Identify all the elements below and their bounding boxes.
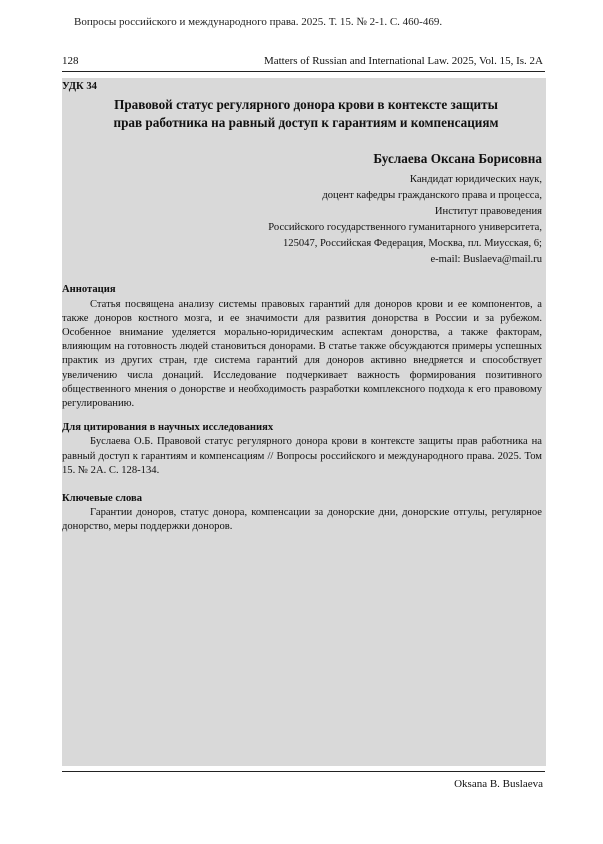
header-rule [62,71,545,72]
footer-author-english: Oksana B. Buslaeva [454,778,543,790]
keywords-heading: Ключевые слова [62,493,143,505]
abstract-text: Статья посвящена анализу системы правовых гарантий для доноров крови и ее компонентов, а также доноров костного мозга, и ее значимости для развития донорства в России и за рубежом. Особенное внимание уделяется морально-юридическим аспектам донорства, а также факторам, влияющим на готовность людей становиться донорами. В статье также обсуждаются примеры успешных практик из других стран, где система гарантий для доноров активно внедряется и способствует увеличению числа донаций. Исследование подчеркивает важность формирования позитивного общественного мнения о донорстве и необходимость разработки комплексного подхода к его правовому регулированию. [62,298,542,410]
journal-english-title: Matters of Russian and International Law. 2025, Vol. 15, Is. 2A [263,55,543,67]
citation-text: Буслаева О.Б. Правовой статус регулярного донора крови в контексте защиты прав работника на равный доступ к гарантиям и компенсациям // Вопросы российского и международного права. 2025. Том 15. № 2А. С. 128-134. [62,436,542,476]
affiliation-line: доцент кафедры гражданского права и процесса, [322,190,542,202]
article-title-line-1: Правовой статус регулярного донора крови в контексте защиты [114,97,498,113]
affiliation-line: Кандидат юридических наук, [409,174,542,186]
author-name: Буслаева Оксана Борисовна [373,151,542,167]
affiliation-line: 125047, Российская Федерация, Москва, пл. Миусская, 6; [282,238,542,250]
article-title [62,96,542,132]
author-affiliation [62,172,542,268]
footer-rule [62,771,545,772]
article-front-matter [62,80,542,535]
affiliation-line: Институт правоведения [434,206,542,218]
udk-code: УДК 34 [62,81,97,92]
journal-citation-header: Вопросы российского и международного права. 2025. Т. 15. № 2-1. С. 460-469. [74,16,443,28]
author-email: e-mail: Buslaeva@mail.ru [430,254,542,266]
page-number: 128 [62,55,79,67]
citation-heading: Для цитирования в научных исследованиях [62,422,274,434]
abstract-heading: Аннотация [62,284,116,296]
article-title-line-2: прав работника на равный доступ к гарантиям и компенсациям [113,115,499,131]
affiliation-line: Российского государственного гуманитарного университета, [268,222,542,234]
keywords-text: Гарантии доноров, статус донора, компенсации за донорские дни, донорские отгулы, регулярное донорство, меры поддержки доноров. [62,507,542,533]
